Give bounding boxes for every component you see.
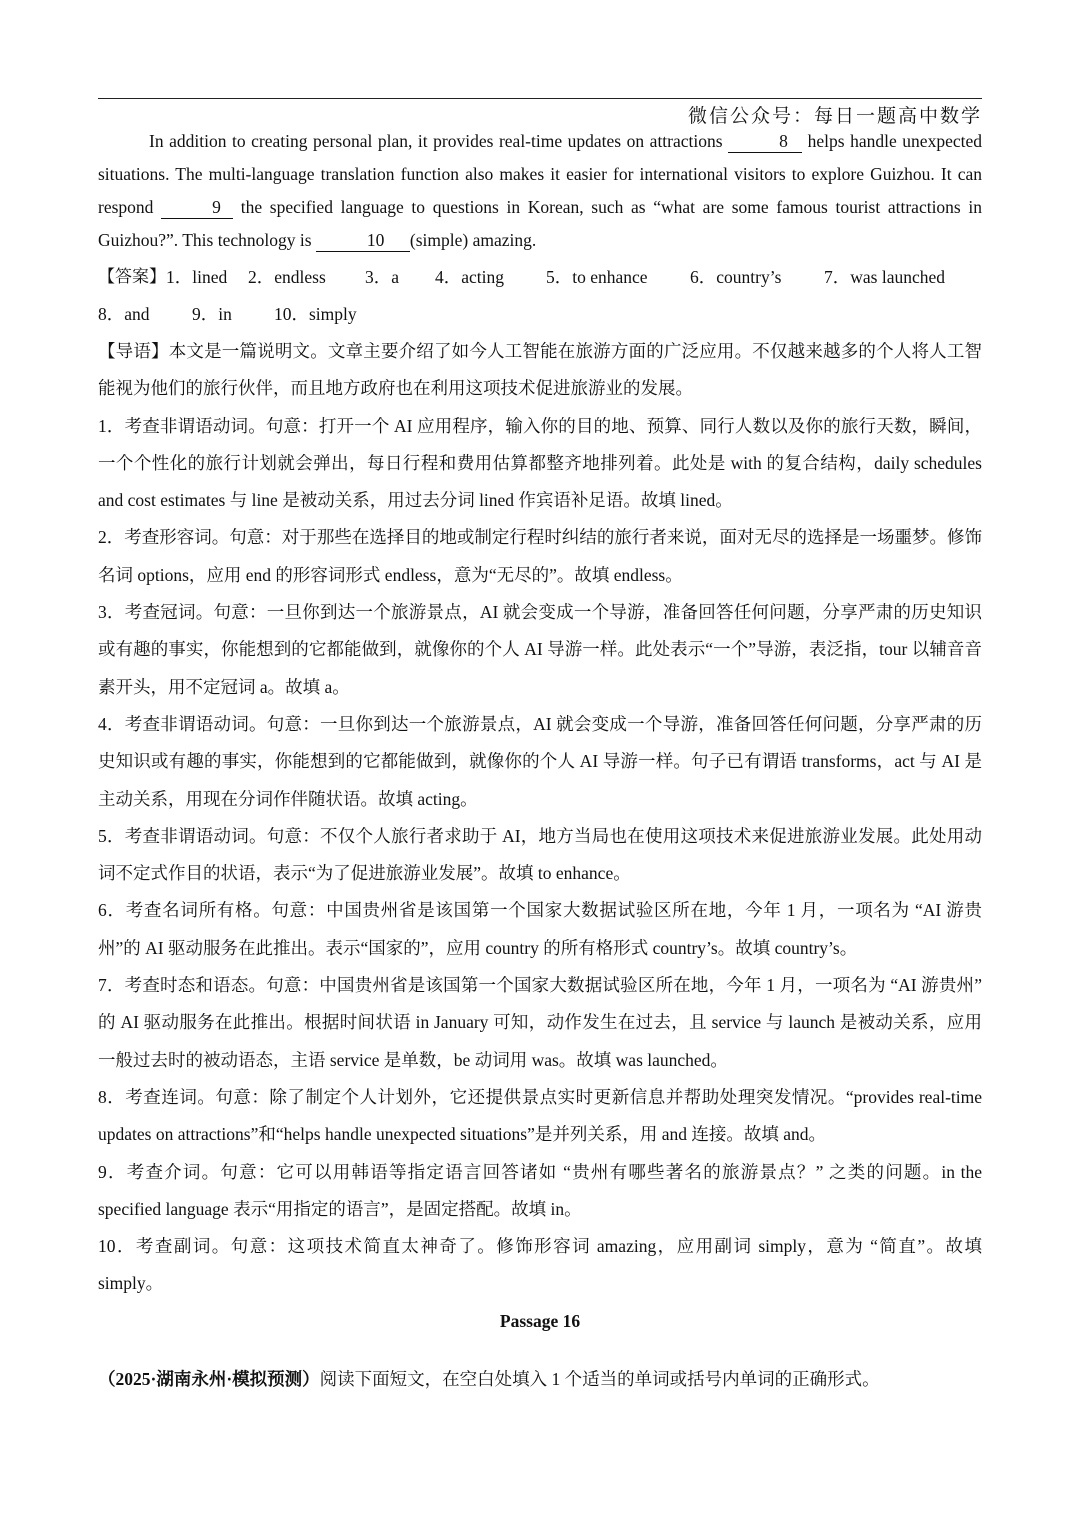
answer-item: 10．simply	[274, 304, 357, 324]
answer-label: 【答案】	[98, 267, 166, 287]
blank-10: 10	[316, 229, 410, 252]
answer-item: 9．in	[192, 304, 232, 324]
explanation-2: 2．考查形容词。句意：对于那些在选择目的地或制定行程时纠结的旅行者来说，面对无尽的选择是一场噩梦。修饰名词 options，应用 end 的形容词形式 endless，意为“无尽的”。故填 endless。	[98, 527, 982, 585]
explanation-9: 9．考查介词。句意：它可以用韩语等指定语言回答诸如 “贵州有哪些著名的旅游景点？” 之类的问题。in the specified language 表示“用指定的语言”，是固定搭配。故填 in。	[98, 1161, 982, 1219]
content	[98, 125, 982, 1340]
source-instruction: 阅读下面短文，在空白处填入 1 个适当的单词或括号内单词的正确形式。	[319, 1369, 880, 1389]
next-question-source	[98, 1364, 982, 1394]
header-source: 微信公众号：每日一题高中数学	[687, 105, 982, 127]
explanation-5: 5．考查非谓语动词。句意：不仅个人旅行者求助于 AI，地方当局也在使用这项技术来促进旅游业发展。此处用动词不定式作目的状语，表示“为了促进旅游业发展”。故填 to enhance。	[98, 825, 982, 884]
blank-8: 8	[728, 130, 802, 153]
document-page	[98, 0, 982, 1527]
answer-item: 5．to enhance	[546, 267, 648, 287]
passage-text: helps handle unexpected situations. The multi-language translation function also makes it easier for international visitors to explore Guizhou. It can respond	[98, 131, 982, 217]
header-rule	[98, 98, 982, 99]
passage-text: (simple) amazing.	[409, 230, 537, 250]
guide-label: 【导语】	[98, 341, 169, 361]
passage-text: the specified language to questions in Korean, such as “what are some famous tourist attractions in Guizhou?”. This technology is	[98, 197, 983, 250]
source-tag: （2025·湖南永州·模拟预测）	[98, 1369, 320, 1389]
answer-row-2	[98, 296, 982, 333]
passage-paragraph	[98, 125, 982, 257]
passage-title: Passage 16	[499, 1310, 581, 1331]
explanation-1: 1．考查非谓语动词。句意：打开一个 AI 应用程序，输入你的目的地、预算、同行人数以及你的旅行天数，瞬间，一个个性化的旅行计划就会弹出，每日行程和费用估算都整齐地排列着。此处是 with 的复合结构，daily schedules and cost estimates 与 line 是被动关系，用过去分词 lined 作宾语补足语。故填 lined。	[98, 415, 982, 511]
answer-item: 3．a	[365, 267, 400, 287]
answer-item: 6．country’s	[690, 267, 782, 287]
blank-9: 9	[161, 196, 233, 219]
explanation-7: 7．考查时态和语态。句意：中国贵州省是该国第一个国家大数据试验区所在地，今年 1 月，一项名为 “AI 游贵州” 的 AI 驱动服务在此推出。根据时间状语 in January 可知，动作发生在过去，且 service 与 launch 是被动关系，应用一般过去时的被动语态，主语 service 是单数，be 动词用 was。故填 was launched。	[98, 975, 982, 1070]
answer-item: 1．lined	[166, 267, 228, 287]
guide-text: 本文是一篇说明文。文章主要介绍了如今人工智能在旅游方面的广泛应用。不仅越来越多的个人将人工智能视为他们的旅行伙伴，而且地方政府也在利用这项技术促进旅游业的发展。	[98, 341, 982, 399]
explanation-6: 6．考查名词所有格。句意：中国贵州省是该国第一个国家大数据试验区所在地，今年 1 月，一项名为 “AI 游贵州”的 AI 驱动服务在此推出。表示“国家的”，应用 country 的所有格形式 country’s。故填 country’s。	[98, 900, 982, 958]
answer-row-1	[98, 259, 982, 296]
answer-item: 4．acting	[435, 267, 505, 287]
guide-paragraph	[98, 333, 982, 408]
answer-item: 8．and	[98, 304, 150, 324]
answer-item: 7．was launched	[824, 267, 946, 287]
explanation-4: 4．考查非谓语动词。句意：一旦你到达一个旅游景点，AI 就会变成一个导游，准备回答任何问题，分享严肃的历史知识或有趣的事实，你能想到的它都能做到，就像你的个人 AI 导游一样。句子已有谓语 transforms，act 与 AI 是主动关系，用现在分词作伴随状语。故填 acting。	[98, 713, 982, 809]
passage-text: In addition to creating personal plan, it provides real-time updates on attractions	[149, 131, 729, 151]
explanation-3: 3．考查冠词。句意：一旦你到达一个旅游景点，AI 就会变成一个导游，准备回答任何问题，分享严肃的历史知识或有趣的事实，你能想到的它都能做到，就像你的个人 AI 导游一样。此处表示“一个”导游，表泛指，tour 以辅音音素开头，用不定冠词 a。故填 a。	[98, 602, 982, 697]
explanation-8: 8．考查连词。句意：除了制定个人计划外，它还提供景点实时更新信息并帮助处理突发情况。“provides real-time updates on attractions”和“helps handle unexpected situations”是并列关系，用 and 连接。故填 and。	[98, 1086, 982, 1145]
explanation-10: 10．考查副词。句意：这项技术简直太神奇了。修饰形容词 amazing，应用副词 simply，意为 “简直”。故填 simply。	[98, 1236, 982, 1294]
answer-block	[98, 259, 982, 333]
answer-item: 2．endless	[248, 267, 326, 287]
